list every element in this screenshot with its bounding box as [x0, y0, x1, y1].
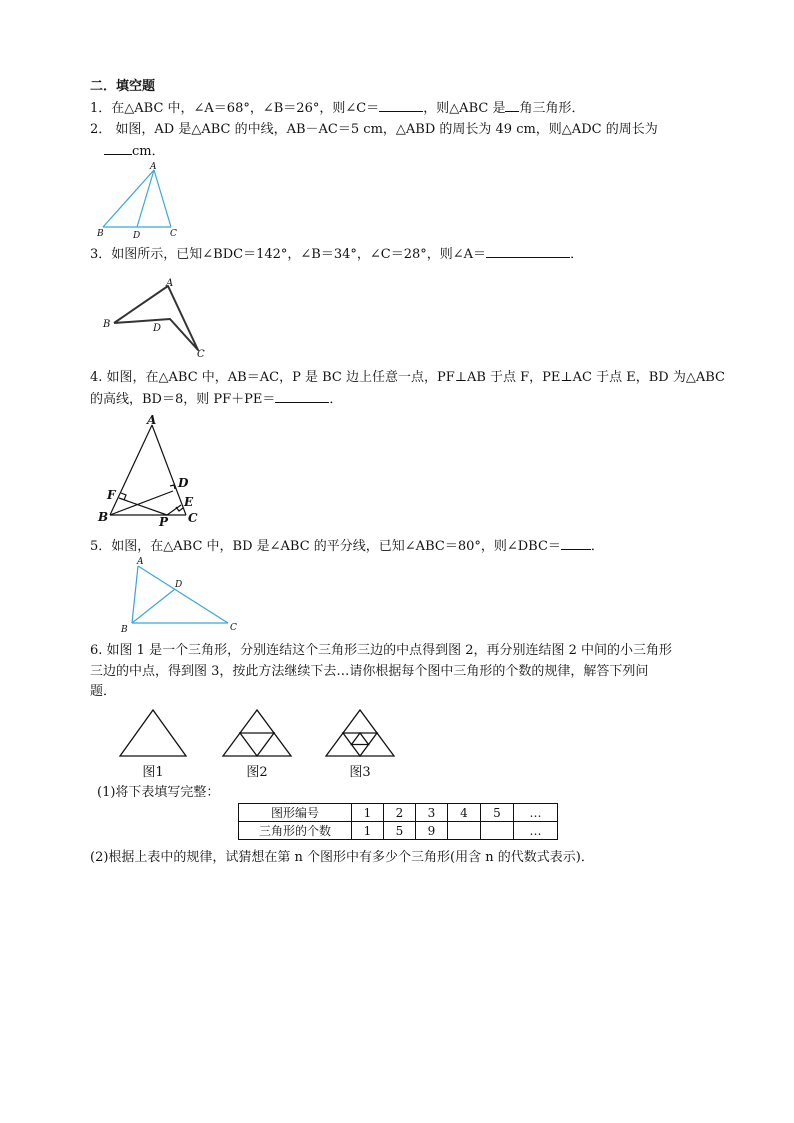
- question-6-line-2: 三边的中点，得到图 3，按此方法继续下去…请你根据每个图中三角形的个数的规律，解答下列问: [90, 664, 649, 679]
- q5-label-c: C: [230, 623, 237, 633]
- q4-label-c: C: [188, 511, 198, 525]
- q1-text-c: 角三角形．: [519, 101, 585, 116]
- question-1: [90, 99, 584, 118]
- q2-blank[interactable]: [104, 142, 132, 155]
- question-5: [90, 537, 604, 556]
- q5-end: ．: [590, 539, 604, 554]
- q2-label-c: C: [170, 229, 177, 239]
- q5-text: 5．如图，在△ABC 中，BD 是∠ABC 的平分线，已知∠ABC＝80°，则∠DBC＝: [90, 539, 561, 554]
- q6-figure-3: [324, 708, 396, 758]
- table-cell: 9: [416, 822, 448, 840]
- fig1-caption: 图1: [142, 765, 164, 780]
- question-6-line-3: 题．: [90, 684, 117, 699]
- q4-blank[interactable]: [275, 390, 329, 403]
- q2-label-d: D: [133, 231, 141, 241]
- q5-label-b: B: [121, 625, 128, 635]
- q4-label-f: F: [107, 488, 116, 502]
- q2-unit: cm．: [132, 144, 165, 159]
- q6-sub-1: (1)将下表填写完整：: [97, 785, 220, 800]
- q6-sub-2: (2)根据上表中的规律，试猜想在第 n 个图形中有多少个三角形(用含 n 的代数式表示)．: [90, 850, 594, 865]
- q3-text: 3．如图所示，已知∠BDC＝142°，∠B＝34°，∠C＝28°，则∠A＝: [90, 247, 487, 262]
- table-cell: 三角形的个数: [239, 822, 352, 840]
- q1-text-b: ，则△ABC 是: [423, 101, 506, 116]
- q3-figure: [100, 276, 220, 362]
- q3-label-a: A: [166, 278, 174, 289]
- q4-figure: [95, 412, 215, 530]
- triangle-count-table: [238, 803, 558, 840]
- q3-label-b: B: [103, 319, 111, 330]
- table-cell: …: [514, 804, 558, 822]
- question-3: [90, 245, 583, 264]
- table-cell: 5: [481, 804, 514, 822]
- table-cell: 2: [384, 804, 416, 822]
- question-2-line-2: [104, 142, 165, 161]
- q5-blank[interactable]: [561, 537, 591, 550]
- q4-label-e: E: [184, 495, 194, 509]
- q5-label-d: D: [175, 580, 183, 590]
- q4-label-d: D: [178, 476, 189, 490]
- question-4-line-1: 4. 如图，在△ABC 中，AB＝AC，P 是 BC 边上任意一点，PF⊥AB 于点 F，PE⊥AC 于点 E，BD 为△ABC: [90, 370, 725, 385]
- table-row: [239, 804, 558, 822]
- table-cell: 4: [448, 804, 481, 822]
- q3-end: ．: [570, 247, 584, 262]
- q5-label-a: A: [137, 557, 144, 567]
- table-cell-empty[interactable]: [481, 822, 514, 840]
- table-row: [239, 822, 558, 840]
- table-cell-empty[interactable]: [448, 822, 481, 840]
- section-title: 二．填空题: [90, 79, 156, 94]
- fig2-caption: 图2: [246, 765, 268, 780]
- q6-figure-2: [221, 708, 293, 758]
- table-cell: 1: [352, 804, 384, 822]
- q4-label-a: A: [147, 413, 157, 427]
- q1-blank-angle[interactable]: [379, 99, 423, 112]
- q3-label-c: C: [197, 349, 205, 360]
- table-cell: 3: [416, 804, 448, 822]
- q4-text: 的高线，BD＝8，则 PF＋PE＝: [90, 392, 276, 407]
- q4-end: ．: [329, 392, 343, 407]
- table-cell: 图形编号: [239, 804, 352, 822]
- q1-blank-type[interactable]: [505, 99, 519, 112]
- q6-figure-1: [118, 708, 188, 758]
- question-6-line-1: 6. 如图 1 是一个三角形，分别连结这个三角形三边的中点得到图 2，再分别连结图 2 中间的小三角形: [90, 643, 673, 658]
- q3-label-d: D: [153, 323, 162, 334]
- question-2-line-1: 2． 如图，AD 是△ABC 的中线，AB－AC＝5 cm，△ABD 的周长为 49 cm，则△ADC 的周长为: [90, 122, 658, 137]
- table-cell: 1: [352, 822, 384, 840]
- table-cell: …: [514, 822, 558, 840]
- fig3-caption: 图3: [349, 765, 371, 780]
- q2-label-b: B: [97, 229, 104, 239]
- table-cell: 5: [384, 822, 416, 840]
- q5-figure: [112, 556, 242, 636]
- q2-figure: [95, 160, 185, 240]
- question-4-line-2: [90, 390, 342, 409]
- q4-label-p: P: [159, 515, 169, 529]
- q2-label-a: A: [150, 162, 157, 172]
- q3-blank[interactable]: [486, 245, 570, 258]
- q4-label-b: B: [98, 510, 109, 524]
- q1-text-a: 1．在△ABC 中，∠A＝68°，∠B＝26°，则∠C＝: [90, 101, 380, 116]
